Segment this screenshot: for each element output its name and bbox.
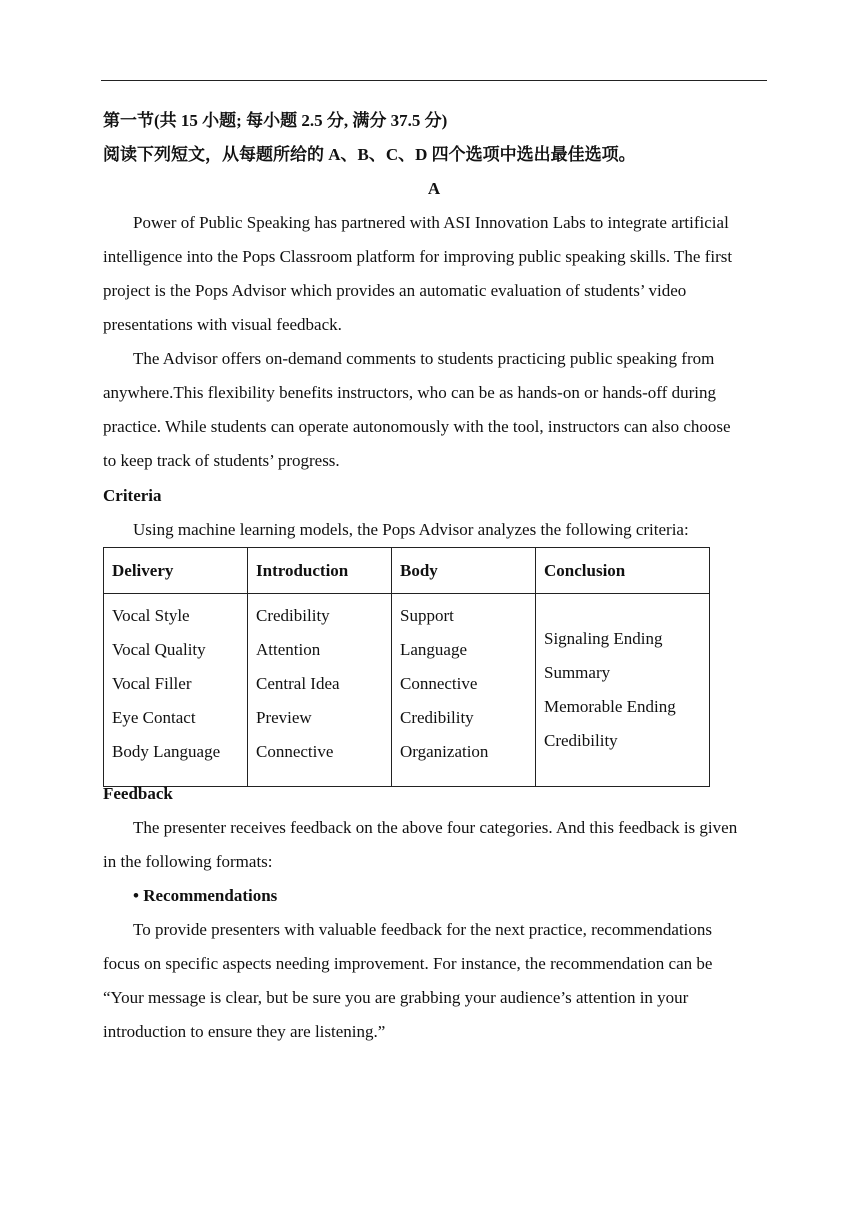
header-conclusion: Conclusion xyxy=(536,548,710,594)
recommendation-line: “Your message is clear, but be sure you are grabbing your audience’s attention in your xyxy=(103,988,689,1007)
table-header-row xyxy=(104,548,710,594)
list-item: Credibility xyxy=(256,606,330,625)
delivery-cell xyxy=(104,594,248,787)
section-heading: 第一节(共 15 小题; 每小题 2.5 分, 满分 37.5 分) xyxy=(103,111,448,130)
recommendation-line: To provide presenters with valuable feedback for the next practice, recommendations xyxy=(133,920,712,939)
list-item: Attention xyxy=(256,640,321,659)
section-instruction: 阅读下列短文，从每题所给的 A、B、C、D 四个选项中选出最佳选项。 xyxy=(103,145,636,164)
criteria-intro: Using machine learning models, the Pops Advisor analyzes the following criteria: xyxy=(133,520,689,539)
header-rule xyxy=(101,80,767,81)
recommendation-line: introduction to ensure they are listening.” xyxy=(103,1022,386,1041)
list-item: Support xyxy=(400,606,454,625)
recommendations-bullet: • Recommendations xyxy=(133,886,278,905)
criteria-heading: Criteria xyxy=(103,486,162,505)
list-item: Connective xyxy=(400,674,478,693)
introduction-cell xyxy=(248,594,392,787)
header-body: Body xyxy=(392,548,536,594)
para2-line: practice. While students can operate autonomously with the tool, instructors can also choose xyxy=(103,417,731,436)
conclusion-cell xyxy=(536,594,710,787)
list-item: Signaling Ending xyxy=(544,629,663,648)
passage-label: A xyxy=(427,179,441,198)
list-item: Vocal Filler xyxy=(112,674,192,693)
para2-line: to keep track of students’ progress. xyxy=(103,451,340,470)
list-item: Connective xyxy=(256,742,334,761)
para1-line: intelligence into the Pops Classroom platform for improving public speaking skills. The first xyxy=(103,247,733,266)
table-row xyxy=(104,594,710,787)
list-item: Memorable Ending xyxy=(544,697,676,716)
list-item: Summary xyxy=(544,663,611,682)
body-cell xyxy=(392,594,536,787)
recommendation-line: focus on specific aspects needing improvement. For instance, the recommendation can be xyxy=(103,954,713,973)
list-item: Vocal Style xyxy=(112,606,190,625)
para1-line: Power of Public Speaking has partnered with ASI Innovation Labs to integrate artificial xyxy=(133,213,729,232)
list-item: Preview xyxy=(256,708,312,727)
list-item: Body Language xyxy=(112,742,221,761)
list-item: Organization xyxy=(400,742,489,761)
list-item: Language xyxy=(400,640,468,659)
list-item: Eye Contact xyxy=(112,708,196,727)
para1-line: project is the Pops Advisor which provides an automatic evaluation of students’ video xyxy=(103,281,687,300)
list-item: Central Idea xyxy=(256,674,340,693)
list-item: Credibility xyxy=(400,708,474,727)
feedback-line: in the following formats: xyxy=(103,852,273,871)
list-item: Credibility xyxy=(544,731,618,750)
para1-line: presentations with visual feedback. xyxy=(103,315,342,334)
header-introduction: Introduction xyxy=(248,548,392,594)
header-delivery: Delivery xyxy=(104,548,248,594)
feedback-line: The presenter receives feedback on the above four categories. And this feedback is given xyxy=(133,818,738,837)
feedback-heading: Feedback xyxy=(103,784,173,803)
list-item: Vocal Quality xyxy=(112,640,206,659)
para2-line: anywhere.This flexibility benefits instructors, who can be as hands-on or hands-off during xyxy=(103,383,716,402)
criteria-table xyxy=(103,547,710,787)
para2-line: The Advisor offers on-demand comments to students practicing public speaking from xyxy=(133,349,715,368)
